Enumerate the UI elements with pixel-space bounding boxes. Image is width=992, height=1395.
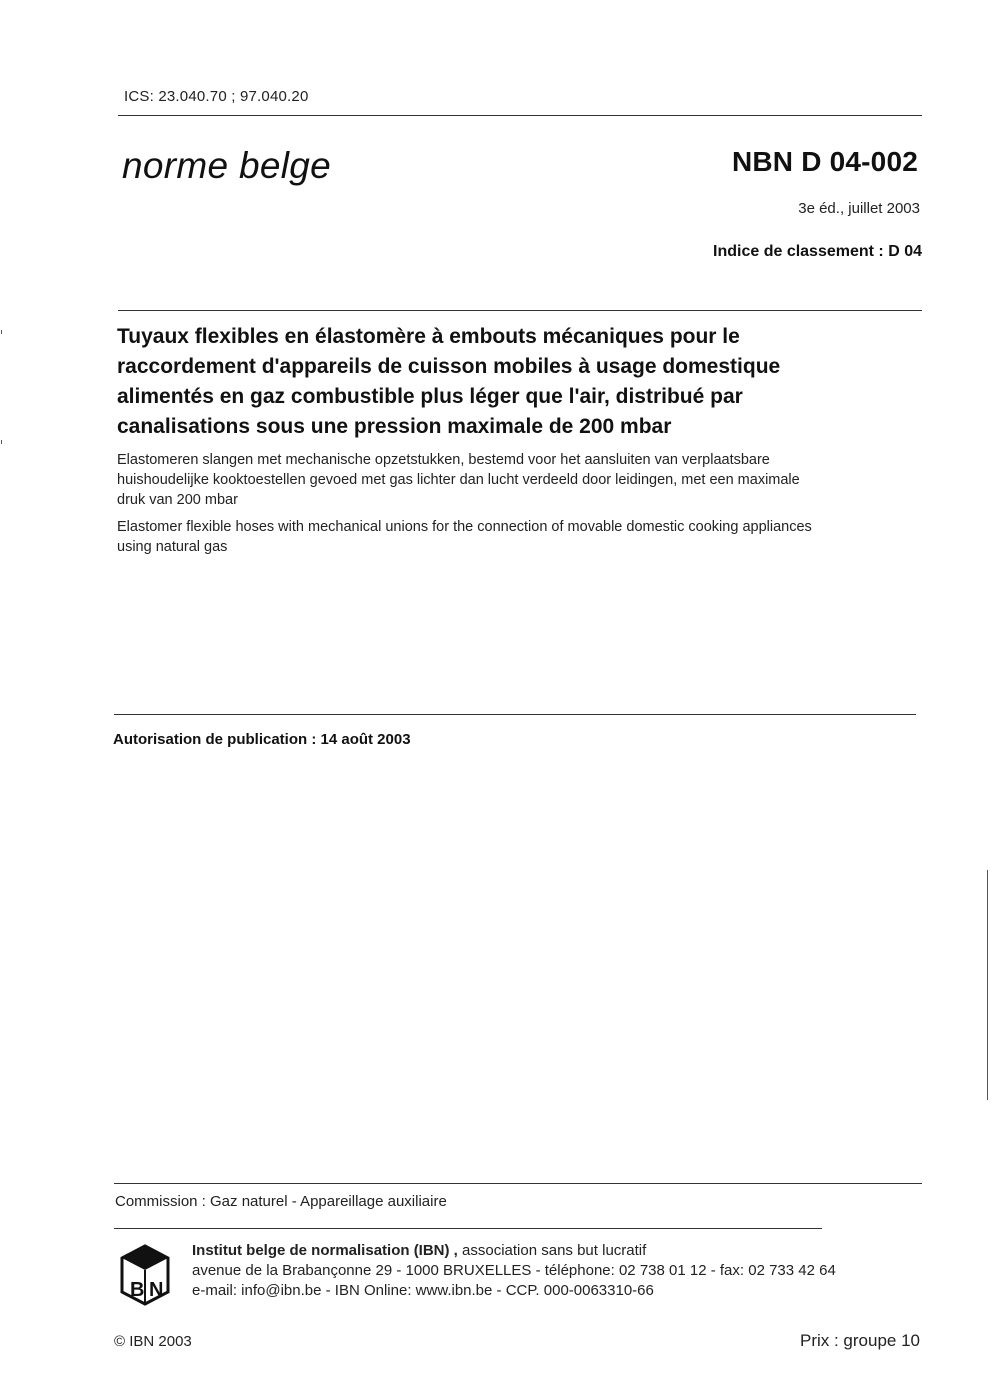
title-dutch	[117, 450, 917, 510]
title-english	[117, 517, 917, 557]
scan-margin-mark	[987, 870, 988, 1100]
title-english-line: using natural gas	[117, 539, 228, 555]
ibn-logo	[120, 1244, 170, 1306]
authorisation-rule	[114, 714, 916, 715]
institute-info	[192, 1241, 836, 1301]
title-english-line: Elastomer flexible hoses with mechanical unions for the connection of movable domestic cooking appliances	[117, 519, 812, 535]
copyright: © IBN 2003	[114, 1333, 192, 1350]
title-french-line: canalisations sous une pression maximale de 200 mbar	[117, 415, 672, 438]
scan-margin-tick	[1, 330, 2, 334]
title-dutch-line: Elastomeren slangen met mechanische opzetstukken, bestemd voor het aansluiten van verplaatsbare	[117, 452, 770, 468]
institute-contact: e-mail: info@ibn.be - IBN Online: www.ibn.be - CCP. 000-0063310-66	[192, 1282, 654, 1299]
price-group: Prix : groupe 10	[799, 1331, 920, 1350]
commission-bottom-rule	[114, 1228, 822, 1229]
edition-date: 3e éd., juillet 2003	[798, 200, 920, 217]
institute-name-line	[192, 1241, 836, 1261]
ibn-logo-letter-n: N	[149, 1279, 164, 1301]
commission-label: Commission : Gaz naturel - Appareillage auxiliaire	[115, 1193, 447, 1210]
institute-status: association sans but lucratif	[462, 1242, 647, 1259]
institute-address: avenue de la Brabançonne 29 - 1000 BRUXELLES - téléphone: 02 738 01 12 - fax: 02 733 42 64	[192, 1262, 836, 1279]
header-rule	[118, 115, 922, 116]
title-dutch-line: huishoudelijke kooktoestellen gevoed met gas lichter dan lucht verdeeld door leidingen, met een maximale	[117, 472, 800, 488]
title-french	[117, 322, 907, 442]
institute-name: Institut belge de normalisation (IBN) ,	[192, 1242, 458, 1259]
ics-codes: ICS: 23.040.70 ; 97.040.20	[124, 88, 309, 105]
title-top-rule	[118, 310, 922, 311]
title-french-line: Tuyaux flexibles en élastomère à embouts mécaniques pour le	[117, 325, 740, 348]
scan-margin-tick	[1, 440, 2, 444]
title-dutch-line: druk van 200 mbar	[117, 492, 238, 508]
ibn-logo-letter-b: B	[130, 1279, 145, 1301]
commission-top-rule	[114, 1183, 922, 1184]
title-french-line: alimentés en gaz combustible plus léger que l'air, distribué par	[117, 385, 743, 408]
standard-number: NBN D 04-002	[731, 146, 918, 177]
title-french-line: raccordement d'appareils de cuisson mobiles à usage domestique	[117, 355, 781, 378]
publication-authorisation: Autorisation de publication : 14 août 2003	[113, 731, 411, 748]
brand-title: norme belge	[122, 145, 331, 186]
classification-index: Indice de classement : D 04	[713, 243, 922, 260]
